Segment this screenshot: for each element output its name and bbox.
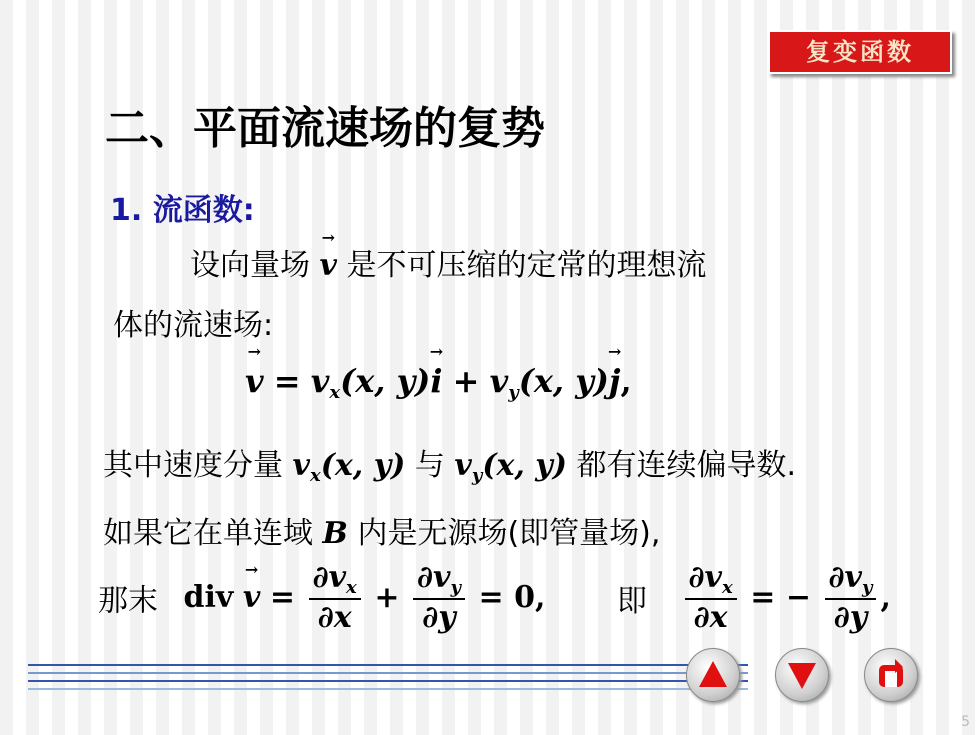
page-title: 二、平面流速场的复势 xyxy=(105,103,545,154)
triangle-up-icon xyxy=(687,649,739,701)
fraction-dvy-dy: $\frac{\partial v_y}{\partial y}$ xyxy=(413,560,465,635)
triangle-down-icon xyxy=(776,649,828,701)
section-heading: 1. 流函数: xyxy=(110,193,255,228)
paragraph-3: 如果它在单连域 B 内是无源场(即管量场), xyxy=(103,516,661,551)
footer-divider-4 xyxy=(28,688,748,690)
next-slide-button[interactable] xyxy=(775,648,829,702)
previous-slide-button[interactable] xyxy=(686,648,740,702)
paragraph-2: 其中速度分量 $v_x(x$, y) 与 $v_y(x$, y) 都有连续偏导数. xyxy=(103,448,796,486)
return-arrow-icon xyxy=(865,649,917,701)
fraction-dvy-dy-2: $\frac{\partial v_y}{\partial y}$ xyxy=(825,560,877,635)
fraction-dvx-dx-2: $\frac{\partial v_x}{\partial x}$ xyxy=(685,560,737,635)
course-badge: 复变函数 xyxy=(768,30,952,74)
return-button[interactable] xyxy=(864,648,918,702)
footer-divider-2 xyxy=(28,672,748,674)
page-number: 5 xyxy=(961,714,970,730)
equation-velocity-field: → $v = v_x(x$, $y)\to i + v_y(x$, y)→ j, xyxy=(245,362,632,403)
fraction-dvx-dx: $\frac{\partial v_x}{\partial x}$ xyxy=(309,560,361,635)
vector-v: → v xyxy=(320,248,337,283)
paragraph-1-cont: 体的流速场: xyxy=(113,308,274,343)
footer-divider-3 xyxy=(28,680,748,682)
equation-divergence: 那末 div → v = $\frac{\partial v_x}{\partial x}$ + $\frac{\partial v_y}{\partial y}$ = 0, 即 $\frac{\partial v_x}{\partial x}$ = − $\frac{\partial v_y}{\partial y}$ , xyxy=(98,560,891,635)
footer-divider-1 xyxy=(28,664,748,666)
paragraph-1: 设向量场 → v 是不可压缩的定常的理想流 xyxy=(190,240,707,284)
